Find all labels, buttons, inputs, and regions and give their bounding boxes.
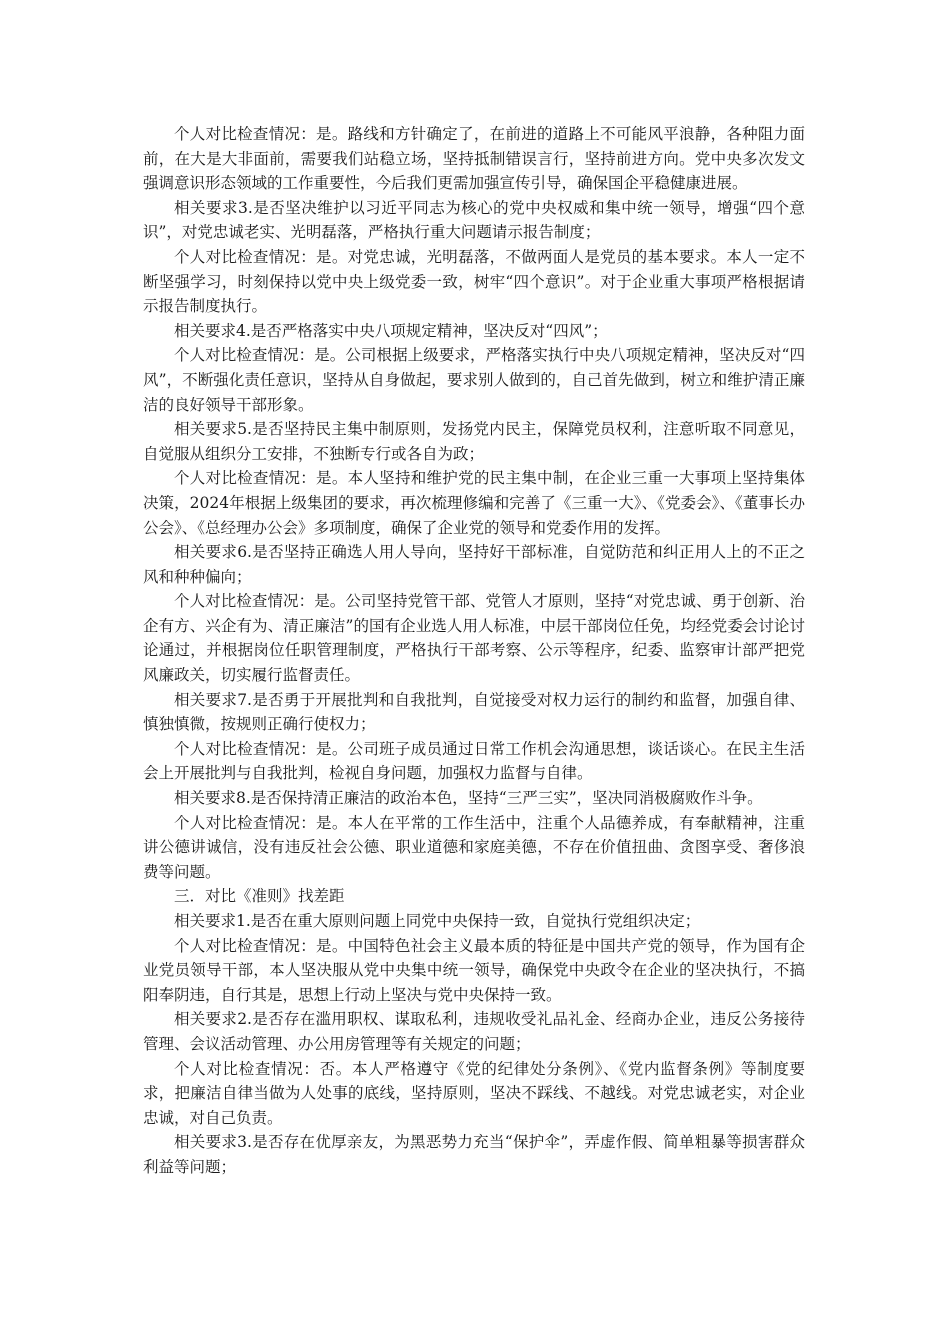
paragraph: 相关要求3.是否存在优厚亲友，为黑恶势力充当“保护伞”，弄虚作假、简单粗暴等损害群众利益等问题；	[143, 1133, 805, 1176]
paragraph: 个人对比检查情况：是。本人在平常的工作生活中，注重个人品德养成，有奉献精神，注重讲公德讲诚信，没有违反社会公德、职业道德和家庭美德，不存在价值扭曲、贪图享受、奢侈浪费等问题。	[143, 813, 805, 881]
paragraph: 相关要求4.是否严格落实中央八项规定精神，坚决反对“四风”；	[174, 321, 608, 340]
section-heading: 三．对比《准则》找差距	[174, 887, 345, 906]
paragraph: 个人对比检查情况：是。公司根据上级要求，严格落实执行中央八项规定精神，坚决反对“四风”，不断强化责任意识，坚持从自身做起，要求别人做到的，自己首先做到，树立和维护清正廉洁的良好领导干部形象。	[143, 346, 805, 414]
paragraph: 相关要求7.是否勇于开展批判和自我批判，自觉接受对权力运行的制约和监督，加强自律、慎独慎微，按规则正确行使权力；	[143, 690, 805, 734]
paragraph: 相关要求5.是否坚持民主集中制原则，发扬党内民主，保障党员权利，注意听取不同意见，自觉服从组织分工安排，不独断专行或各自为政；	[143, 420, 805, 463]
paragraph: 相关要求6.是否坚持正确选人用人导向，坚持好干部标准，自觉防范和纠正用人上的不正之风和种种偏向；	[143, 543, 805, 586]
document-body	[143, 122, 805, 1180]
paragraph: 相关要求8.是否保持清正廉洁的政治本色，坚持“三严三实”，坚决同消极腐败作斗争。	[174, 789, 763, 808]
paragraph: 相关要求2.是否存在滥用职权、谋取私利，违规收受礼品礼金、经商办企业，违反公务接待管理、会议活动管理、办公用房管理等有关规定的问题；	[143, 1010, 805, 1053]
paragraph: 个人对比检查情况：是。路线和方针确定了，在前进的道路上不可能风平浪静，各种阻力面前，在大是大非面前，需要我们站稳立场，坚持抵制错误言行，坚持前进方向。党中央多次发文强调意识形态领域的工作重要性，今后我们更需加强宣传引导，确保国企平稳健康进展。	[143, 125, 805, 193]
paragraph: 个人对比检查情况：是。公司坚持党管干部、党管人才原则，坚持“对党忠诚、勇于创新、治企有方、兴企有为、清正廉洁”的国有企业选人用人标准，中层干部岗位任免，均经党委会讨论讨论通过，并根据岗位任职管理制度，严格执行干部考察、公示等程序，纪委、监察审计部严把党风廉政关，切实履行监督责任。	[143, 592, 805, 685]
paragraph: 个人对比检查情况：是。公司班子成员通过日常工作机会沟通思想，谈话谈心。在民主生活会上开展批判与自我批判，检视自身问题，加强权力监督与自律。	[143, 739, 805, 783]
paragraph: 个人对比检查情况：否。本人严格遵守《党的纪律处分条例》、《党内监督条例》等制度要求，把廉洁自律当做为人处事的底线，坚持原则，坚决不踩线、不越线。对党忠诚老实，对企业忠诚，对自己负责。	[143, 1059, 805, 1127]
paragraph: 相关要求1.是否在重大原则问题上同党中央保持一致，自觉执行党组织决定；	[174, 912, 701, 930]
paragraph: 个人对比检查情况：是。本人坚持和维护党的民主集中制，在企业三重一大事项上坚持集体决策，2024年根据上级集团的要求，再次梳理修编和完善了《三重一大》、《党委会》、《董事长办公会》、《总经理办公会》多项制度，确保了企业党的领导和党委作用的发挥。	[143, 469, 805, 537]
paragraph: 个人对比检查情况：是。对党忠诚，光明磊落，不做两面人是党员的基本要求。本人一定不断坚强学习，时刻保持以党中央上级党委一致，树牢“四个意识”。对于企业重大事项严格根据请示报告制度执行。	[143, 247, 805, 316]
paragraph: 个人对比检查情况：是。中国特色社会主义最本质的特征是中国共产党的领导，作为国有企业党员领导干部，本人坚决服从党中央集中统一领导，确保党中央政令在企业的坚决执行，不搞阳奉阴违，自行其是，思想上行动上坚决与党中央保持一致。	[143, 936, 805, 1004]
paragraph: 相关要求3.是否坚决维护以习近平同志为核心的党中央权威和集中统一领导，增强“四个意识”，对党忠诚老实、光明磊落，严格执行重大问题请示报告制度；	[143, 198, 805, 242]
